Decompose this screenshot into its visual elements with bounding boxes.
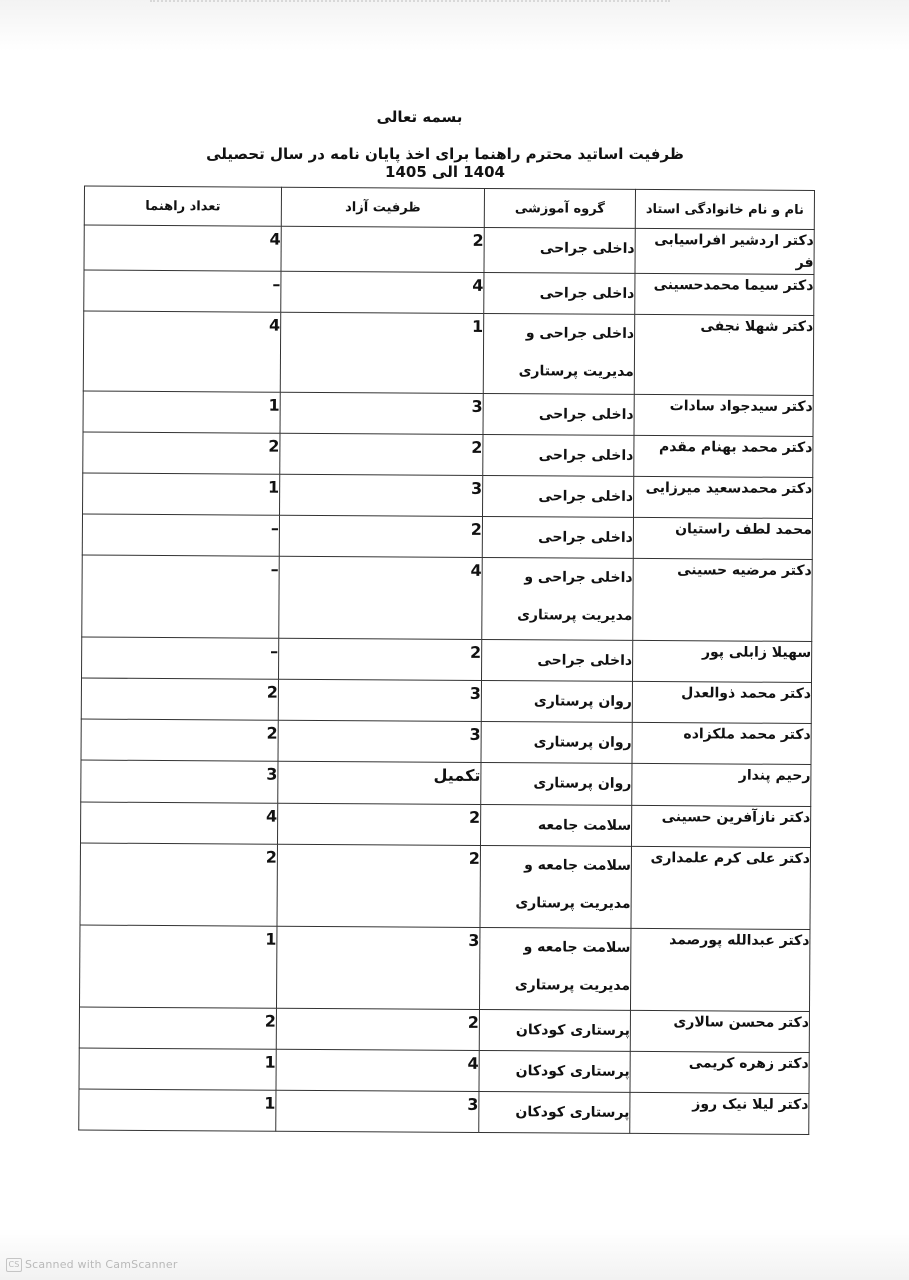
advisee-count: 1 [79, 1089, 276, 1131]
professor-name: دکتر سیدجواد سادات [634, 394, 813, 436]
department: داخلی جراحی [484, 227, 635, 273]
free-capacity: 2 [280, 433, 483, 475]
department: داخلی جراحی [483, 434, 634, 476]
advisee-count: 2 [81, 678, 278, 720]
advisee-count: 1 [79, 1048, 276, 1090]
table-row [83, 311, 813, 395]
table-row [83, 432, 813, 477]
table-row [84, 270, 814, 315]
department: سلامت جامعه و مدیریت پرستاری [479, 927, 630, 1010]
free-capacity: 1 [280, 312, 483, 393]
department: پرستاری کودکان [479, 1091, 630, 1133]
free-capacity: 2 [279, 638, 482, 680]
table-row [80, 802, 810, 847]
table-body [79, 225, 815, 1134]
table-row [83, 473, 813, 518]
table-row [82, 637, 812, 682]
professor-name: دکتر نازآفرین حسینی [631, 805, 810, 847]
department: سلامت جامعه [480, 804, 631, 846]
free-capacity: 3 [276, 1090, 479, 1132]
department: روان پرستاری [481, 762, 632, 805]
professor-name: دکتر مرضیه حسینی [633, 558, 812, 641]
table-row [82, 514, 812, 559]
table-row [80, 843, 810, 929]
camscanner-icon: CS [6, 1258, 22, 1272]
advisee-count: 2 [81, 719, 278, 761]
professor-name: محمد لطف راستیان [633, 517, 812, 559]
free-capacity: 3 [280, 392, 483, 434]
professor-name: دکتر عبدالله پورصمد [630, 928, 809, 1011]
professor-name: دکتر محمدسعید میرزایی [633, 476, 812, 518]
advisee-count: 3 [81, 760, 278, 803]
advisee-count: – [82, 637, 279, 679]
table-row [83, 391, 813, 436]
professor-name: دکتر محمد بهنام مقدم [634, 435, 813, 477]
header-free-capacity: ظرفیت آزاد [281, 187, 484, 227]
department: داخلی جراحی و مدیریت پرستاری [483, 313, 634, 394]
advisee-count: – [84, 270, 281, 312]
professor-name: سهیلا زابلی پور [632, 640, 811, 682]
advisee-count: 1 [83, 473, 280, 515]
advisee-count: 2 [79, 1007, 276, 1049]
department: داخلی جراحی [484, 272, 635, 314]
bismillah-heading: بسمه تعالی [376, 108, 463, 126]
department: پرستاری کودکان [479, 1050, 630, 1092]
free-capacity: 3 [276, 926, 479, 1009]
advisee-count: 4 [80, 802, 277, 844]
department: روان پرستاری [481, 721, 632, 763]
free-capacity: 3 [280, 474, 483, 516]
header-name: نام و نام خانوادگی استاد [635, 189, 814, 229]
professor-name: رحیم پندار [632, 763, 811, 806]
department: پرستاری کودکان [479, 1009, 630, 1051]
department: داخلی جراحی [482, 516, 633, 558]
table-row [79, 1048, 809, 1093]
free-capacity: 2 [281, 226, 484, 272]
free-capacity: 4 [281, 271, 484, 313]
advisee-count: 4 [84, 225, 281, 271]
professor-name: دکتر سیما محمدحسینی [635, 273, 814, 315]
professor-name: دکتر محمد ملکزاده [632, 722, 811, 764]
advisee-count: 4 [83, 311, 280, 392]
free-capacity: 3 [278, 679, 481, 721]
advisee-count: 2 [83, 432, 280, 474]
advisee-count: 1 [83, 391, 280, 433]
advisee-count: – [82, 555, 279, 638]
table-row [79, 925, 809, 1011]
advisee-count: – [82, 514, 279, 556]
table-row [81, 760, 811, 806]
header-advisee-count: تعداد راهنما [84, 186, 281, 226]
professor-name: دکتر لیلا نیک روز [630, 1092, 809, 1134]
department: داخلی جراحی [481, 639, 632, 681]
professor-name: دکتر محسن سالاری [630, 1010, 809, 1052]
table-header-row [84, 186, 814, 229]
department: داخلی جراحی و مدیریت پرستاری [482, 557, 633, 640]
header-department: گروه آموزشی [484, 188, 635, 228]
free-capacity: 2 [277, 803, 480, 845]
table-row [84, 225, 814, 274]
department: داخلی جراحی [482, 475, 633, 517]
free-capacity: 2 [276, 1008, 479, 1050]
table-row [82, 555, 812, 641]
professor-name: دکتر زهره کریمی [630, 1051, 809, 1093]
advisee-count: 1 [79, 925, 276, 1008]
free-capacity: 3 [278, 720, 481, 762]
professor-name: دکتر علی کرم علمداری [631, 846, 810, 929]
professor-name: دکتر محمد ذوالعدل [632, 681, 811, 723]
table-row [79, 1007, 809, 1052]
professor-name: دکتر اردشیر افراسیابی فر [635, 228, 814, 274]
table-row [81, 719, 811, 764]
scanner-watermark [6, 1258, 178, 1272]
advisor-capacity-table [78, 186, 815, 1135]
free-capacity: 2 [277, 844, 480, 927]
department: سلامت جامعه و مدیریت پرستاری [480, 845, 631, 928]
scan-edge-marks [150, 0, 670, 6]
table-row [79, 1089, 809, 1134]
document-title: ظرفیت اساتید محترم راهنما برای اخذ پایان نامه در سال تحصیلی 1404 الی 1405 [206, 145, 684, 181]
scanner-text: Scanned with CamScanner [25, 1258, 178, 1271]
free-capacity: تکمیل [278, 761, 481, 804]
professor-name: دکتر شهلا نجفی [634, 314, 813, 395]
table-row [81, 678, 811, 723]
department: روان پرستاری [481, 680, 632, 722]
free-capacity: 4 [279, 556, 482, 639]
free-capacity: 2 [279, 515, 482, 557]
free-capacity: 4 [276, 1049, 479, 1091]
department: داخلی جراحی [483, 393, 634, 435]
advisee-count: 2 [80, 843, 277, 926]
